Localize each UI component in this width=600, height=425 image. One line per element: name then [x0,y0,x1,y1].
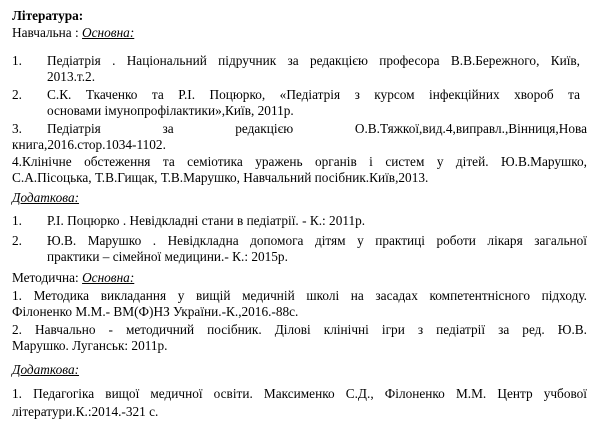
list-item-line: Р.І. Поцюрко . Невідкладні стани в педіатрії. - К.: 2011р. [47,213,366,228]
list-item-line: Ю.В. Марушко . Невідкладна допомога дітям у практиці роботи лікаря загальної [47,233,587,248]
list-item-line: основами імунопрофілактики»,Київ, 2011р. [47,103,294,118]
list-item-line: Філоненко М.М.- ВМ(Ф)НЗ України.-К.,2016.-88с. [12,304,299,319]
section-educational-heading [12,25,134,41]
list-item-line: С.А.Пісоцька, Т.В.Гищак, Т.В.Марушко, Навчальний посібник.Київ,2013. [12,170,429,185]
list-item-number: 2. [12,87,22,102]
list-item-line: 2013.т.2. [47,69,96,84]
list-item-line: Педіатрія за редакцією О.В.Тяжкої,вид.4,виправл.,Вінниця,Нова [47,121,587,136]
section-methodical-additional-label: Додаткова: [12,362,80,377]
list-item-line: 1. Методика викладання у вищій медичній школі на засадах компетентнісного підходу. [12,288,587,303]
list-item-line: С.К. Ткаченко та Р.І. Поцюрко, «Педіатрія з курсом інфекційних хвороб та [47,87,580,102]
page-title: Література: [12,8,84,23]
section-educational-label: Навчальна : [12,25,83,40]
section-educational-additional-label: Додаткова: [12,190,80,205]
list-item-line: книга,2016.стор.1034-1102. [12,137,166,152]
section-educational-main-label: Основна: [82,25,135,40]
list-item-number: 1. [12,213,22,228]
list-item-line: Педіатрія . Національний підручник за редакцією професора В.В.Бережного, Київ, [47,53,580,68]
list-item-line: 2. Навчально - методичний посібник. Ділові клінічні ігри з педіатрії за ред. Ю.В. [12,322,587,337]
list-item-line: літератури.К.:2014.-321 с. [12,404,159,419]
section-methodical-heading [12,270,134,286]
list-item-line: 1. Педагогіка вищої медичної освіти. Максименко С.Д., Філоненко М.М. Центр учбової [12,386,587,401]
list-item-line: 4.Клінічне обстеження та семіотика уражень органів і систем у дітей. Ю.В.Марушко, [12,154,587,169]
section-methodical-main-label: Основна: [82,270,135,285]
list-item-number: 2. [12,233,22,248]
list-item-number: 3. [12,121,22,136]
list-item-line: Марушко. Луганськ: 2011р. [12,338,168,353]
section-methodical-label: Методична: [12,270,83,285]
list-item-number: 1. [12,53,22,68]
list-item-line: практики – сімейної медицини.- К.: 2015р. [47,249,288,264]
